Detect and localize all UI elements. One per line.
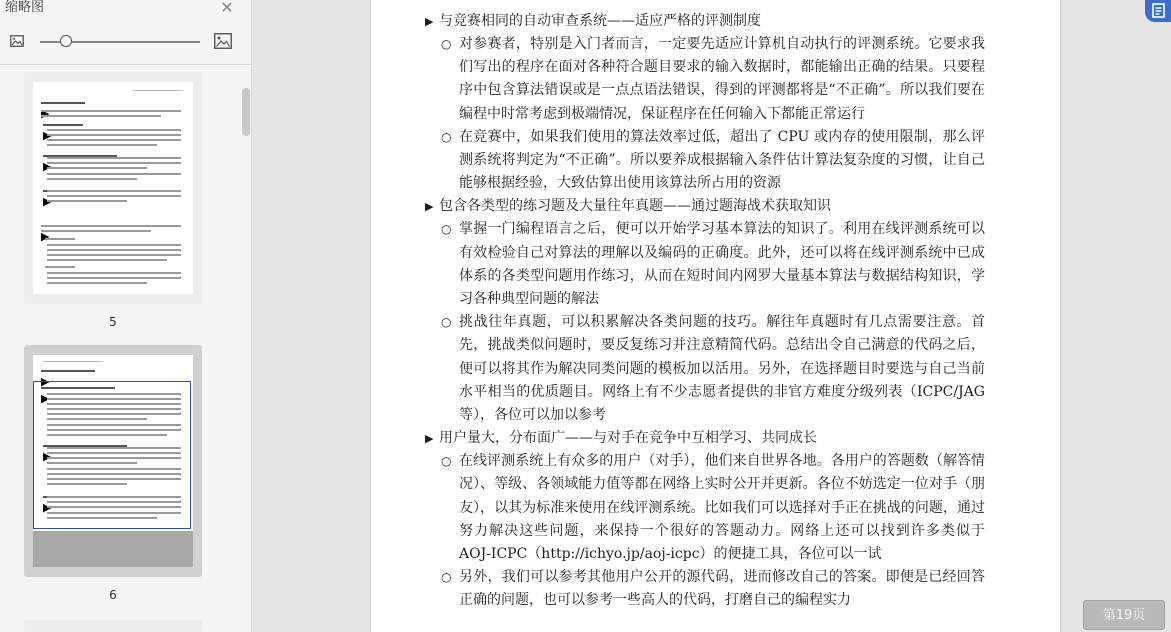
thumbnail-zoom-control: [0, 30, 252, 56]
thumbnail-sidebar: [0, 0, 252, 632]
list-item: ○ 挑战往年真题，可以积累解决各类问题的技巧。解往年真题时有几点需要注意。首先，挑战类似问题时，要反复练习并注意精简代码。总结出令自己满意的代码之后，便可以将其作为解决同类问题的模板加以活用。另外，在选择题目时要选与自己当前水平相当的优质题目。网络上有不少志愿者提供的非官方难度分级列表（ICPC/JAG 等），各位可以加以参考: [441, 314, 985, 424]
thumbnail-page-6[interactable]: [24, 345, 202, 577]
page-content: [425, 10, 985, 613]
visible-area-frame[interactable]: [33, 381, 191, 529]
list-item: ○ 在线评测系统上有众多的用户（对手），他们来自世界各地。各用户的答题数（解答情况）、等级、各领域能力值等都在网络上实时公开并更新。各位不妨选定一位对手（朋友），以其为标准来使用在线评测系统。比如我们可以选择对手正在挑战的问题，通过努力解决这些问题，来保持一个很好的答题动力。网络上还可以找到许多类似于 AOJ-ICPC（http://ichyo.jp/aoj-icpc）的便捷工具，各位可以一试: [441, 453, 985, 563]
thumbnail-page-label: 5: [109, 315, 117, 329]
thumbnail-image: [33, 82, 193, 294]
document-page: [370, 0, 1061, 632]
app-logo-icon[interactable]: [1145, 0, 1171, 22]
thumbnail-page-7[interactable]: [24, 620, 202, 632]
section-heading: ▶ 与竞赛相同的自动审查系统——适应严格的评测制度: [425, 10, 985, 33]
sidebar-divider: [0, 64, 252, 65]
page-shadow: [33, 531, 193, 567]
section-heading: ▶ 用户量大，分布面广——与对手在竞争中互相学习、共同成长: [425, 427, 985, 450]
thumbnail-page-label: 6: [109, 588, 117, 602]
list-item: ○ 掌握一门编程语言之后，便可以开始学习基本算法的知识了。利用在线评测系统可以有效检验自己对算法的理解以及编码的正确度。此外，还可以将在线评测系统中已成体系的各类型问题用作练习，从而在短时间内网罗大量基本算法与数据结构知识，学习各种典型问题的解法: [441, 221, 985, 308]
large-image-icon[interactable]: [214, 33, 232, 49]
zoom-slider-thumb[interactable]: [60, 35, 72, 47]
section-heading: ▶ 包含各类型的练习题及大量往年真题——通过题海战术获取知识: [425, 195, 985, 218]
close-icon[interactable]: ✕: [220, 0, 234, 17]
list-item: ○ 对参赛者，特别是入门者而言，一定要先适应计算机自动执行的评测系统。它要求我们写出的程序在面对各种符合题目要求的输入数据时，都能输出正确的结果。只要程序中包含算法错误或是一点点语法错误，得到的评测都将是“不正确”。所以我们要在编程中时常考虑到极端情况，保证程序在任何输入下都能正常运行: [441, 36, 985, 122]
sidebar-title: 缩略图: [5, 0, 45, 15]
thumbnail-page-5[interactable]: [24, 72, 202, 304]
document-viewer: [252, 0, 1171, 632]
thumbnail-image: [33, 355, 193, 567]
page-number-indicator: 第19页: [1083, 600, 1165, 630]
list-item: ○ 在竞赛中，如果我们使用的算法效率过低，超出了 CPU 或内存的使用限制，那么评测系统将判定为“不正确”。所以要养成根据输入条件估计算法复杂度的习惯，让自己能够根据经验，大致估算出使用该算法所占用的资源: [441, 128, 985, 192]
small-image-icon[interactable]: [10, 35, 24, 47]
list-item: ○ 另外，我们可以参考其他用户公开的源代码，进而修改自己的答案。即便是已经回答正确的问题，也可以参考一些高人的代码，打磨自己的编程实力: [441, 569, 985, 609]
sidebar-scrollbar[interactable]: [242, 88, 250, 136]
